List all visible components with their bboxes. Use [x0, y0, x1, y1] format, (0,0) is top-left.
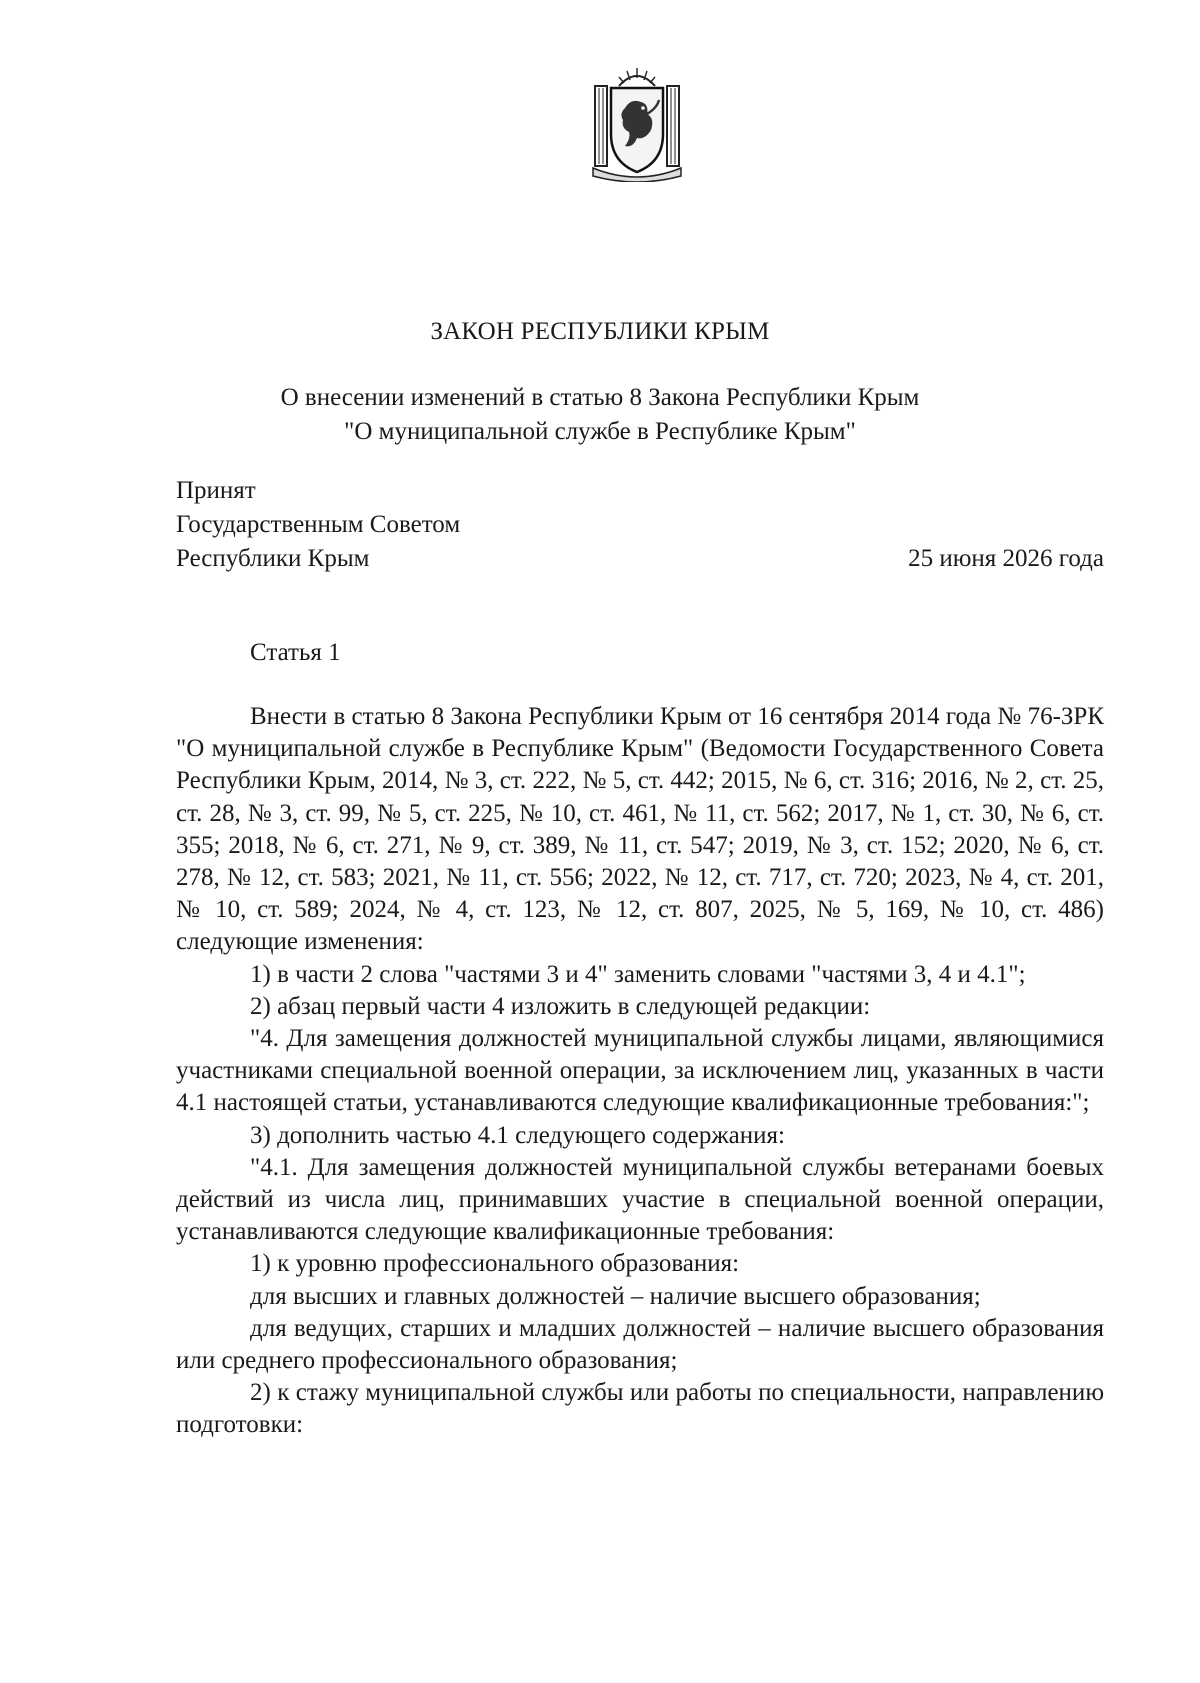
paragraph: 2) к стажу муниципальной службы или работы по специальности, направлению подготовки:: [176, 1379, 1104, 1439]
subtitle-line: О внесении изменений в статью 8 Закона Республики Крым: [280, 384, 920, 411]
paragraph: "4. Для замещения должностей муниципальной службы лицами, являющимися участниками специальной военной операции, за исключением лиц, указанных в части 4.1 настоящей статьи, устанавливаются следующие квалификационные требования:";: [176, 1025, 1104, 1117]
adoption-line: Принят: [176, 477, 256, 504]
paragraph: "4.1. Для замещения должностей муниципальной службы ветеранами боевых действий из числа лиц, принимавших участие в специальной военной операции, устанавливаются следующие квалификационные требования:: [176, 1153, 1104, 1246]
paragraph: для ведущих, старших и младших должностей – наличие высшего образования или среднего профессионального образования;: [176, 1314, 1104, 1375]
crimea-coat-of-arms-icon: [589, 64, 685, 182]
article-body: [176, 701, 1104, 1442]
paragraph: 1) к уровню профессионального образования:: [250, 1250, 740, 1278]
paragraph: 2) абзац первый части 4 изложить в следующей редакции:: [250, 992, 871, 1020]
adoption-line: Республики Крым: [176, 545, 370, 572]
paragraph: для высших и главных должностей – наличие высшего образования;: [250, 1282, 981, 1310]
paragraph: Внести в статью 8 Закона Республики Крым от 16 сентября 2014 года № 76-ЗРК "О муниципальной службе в Республике Крым" (Ведомости Государственного Совета Республики Крым, 2014, № 3, ст. 222, № 5, ст. 442; 2015, № 6, ст. 316; 2016, № 2, ст. 25, ст. 28, № 3, ст. 99, № 5, ст. 225, № 10, ст. 461, № 11, ст. 562; 2017, № 1, ст. 30, № 6, ст. 355; 2018, № 6, ст. 271, № 9, ст. 389, № 11, ст. 547; 2019, № 3, ст. 152; 2020, № 6, ст. 278, № 12, ст. 583; 2021, № 11, ст. 556; 2022, № 12, ст. 717, ст. 720; 2023, № 4, ст. 201, № 10, ст. 589; 2024, № 4, ст. 123, № 12, ст. 807, 2025, № 5, 169, № 10, ст. 486) следующие изменения:: [176, 703, 1104, 956]
paragraph: 1) в части 2 слова "частями 3 и 4" заменить словами "частями 3, 4 и 4.1";: [250, 960, 1026, 988]
law-title: ЗАКОН РЕСПУБЛИКИ КРЫМ: [430, 318, 770, 345]
adoption-line: Государственным Советом: [176, 511, 461, 538]
paragraph: 3) дополнить частью 4.1 следующего содержания:: [250, 1121, 785, 1149]
adoption-date: 25 июня 2026 года: [908, 545, 1104, 572]
adoption-block: [176, 474, 460, 576]
article-heading: Статья 1: [250, 639, 341, 666]
law-subtitle: [0, 381, 1200, 449]
subtitle-line: "О муниципальной службе в Республике Крым": [344, 418, 856, 445]
